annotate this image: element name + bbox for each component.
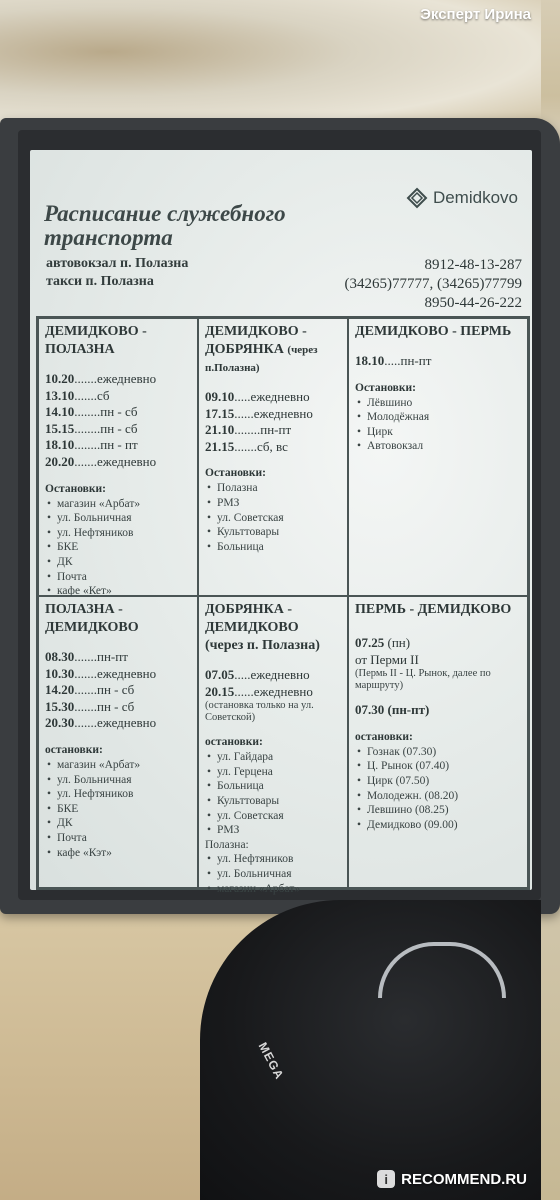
stand-logo: MEGA	[255, 1040, 287, 1082]
phone-numbers	[345, 256, 522, 313]
route-times	[355, 635, 521, 668]
stops-label: остановки:	[205, 736, 263, 749]
stop-item: • ДК	[45, 555, 191, 570]
stop-item: • магазин «Арбат»	[45, 758, 191, 773]
days: пн-пт	[260, 422, 292, 438]
leader-dots: .......	[74, 649, 97, 664]
days: пн - сб	[100, 420, 138, 436]
stops-list	[45, 758, 191, 860]
time-row	[205, 422, 341, 439]
stop-item: • Демидково (09.00)	[355, 818, 521, 833]
departure-time: 14.20	[45, 682, 75, 698]
route-title-note: (через п.Полазна)	[205, 344, 318, 374]
departure-point: от Перми II	[355, 651, 419, 667]
stop-item: • ул. Нефтяников	[205, 852, 341, 867]
stop-item: • Молодёжная	[355, 410, 521, 425]
days: (пн)	[387, 635, 411, 650]
days: сб	[97, 387, 110, 403]
days: ежедневно	[253, 405, 313, 421]
time-row	[205, 439, 341, 456]
departure-time: 15.15	[45, 420, 75, 436]
route-title: ПОЛАЗНА - ДЕМИДКОВО	[45, 602, 139, 635]
stop-item: • магазин «Арбат»	[45, 497, 191, 512]
route-cell	[348, 318, 528, 596]
route-times	[205, 667, 341, 700]
stop-item: • Культтовары	[205, 794, 341, 809]
leader-dots: .......	[74, 665, 97, 681]
stops-list	[355, 396, 521, 454]
time-row	[205, 406, 341, 423]
subtitle-taxi: такси п. Полазна	[46, 274, 154, 289]
departure-time: 15.30	[45, 698, 75, 714]
route-title	[205, 601, 341, 655]
days: ежедневно	[250, 667, 310, 682]
departure-time: 13.10	[45, 387, 75, 403]
stop-item: • Левшино (08.25)	[355, 803, 521, 818]
days: ежедневно	[97, 715, 157, 731]
days: пн-пт	[400, 353, 432, 368]
stop-item: • РМЗ	[205, 496, 341, 511]
departure-time: 09.10	[205, 389, 235, 404]
stop-item: • кафе «Кэт»	[45, 846, 191, 861]
departure-time: 07.25	[355, 635, 385, 650]
sheet-title: Расписание служебного транспорта	[44, 201, 286, 250]
leader-dots: ......	[234, 405, 254, 421]
stop-item: • ул. Герцена	[205, 765, 341, 780]
time-row	[45, 437, 191, 454]
leader-dots: .....	[234, 667, 251, 682]
days: ежедневно	[97, 371, 157, 386]
route-title-text: ДОБРЯНКА - ДЕМИДКОВО	[205, 602, 299, 635]
leader-dots: .......	[74, 682, 97, 698]
route-times	[45, 649, 191, 732]
departure-time: 07.05	[205, 667, 235, 682]
departure-time: 10.20	[45, 371, 75, 386]
stop-item: • Почта	[45, 570, 191, 585]
time-row	[205, 389, 341, 406]
stop-item: • Цирк (07.50)	[355, 774, 521, 789]
leader-dots: ........	[74, 437, 101, 453]
stop-item: • ул. Гайдара	[205, 750, 341, 765]
time-row	[205, 667, 341, 684]
stops-label: Остановки:	[45, 482, 106, 495]
stop-item: • Ц. Рынок (07.40)	[355, 759, 521, 774]
time-row	[205, 684, 341, 701]
stop-item: • Больница	[205, 779, 341, 794]
stop-item: • Молодежн. (08.20)	[355, 789, 521, 804]
days: пн - сб	[100, 404, 138, 420]
second-departure: 07.30 (пн-пт)	[355, 702, 430, 718]
site-watermark	[377, 1170, 527, 1188]
stop-item: • ул. Нефтяников	[45, 526, 191, 541]
route-title-note: (через п. Полазна)	[205, 638, 320, 653]
days: пн - сб	[97, 682, 135, 698]
days: сб, вс	[257, 438, 288, 454]
route-note: (остановка только на ул. Советской)	[205, 700, 314, 724]
stops-list	[205, 750, 341, 896]
days: пн - сб	[97, 698, 135, 714]
stops-label: Остановки:	[205, 467, 266, 480]
departure-time: 18.10	[45, 437, 75, 453]
stop-item: • ул. Больничная	[45, 773, 191, 788]
menu-holder-stand	[200, 900, 541, 1200]
route-cell	[198, 318, 348, 596]
stop-item: • Больница	[205, 540, 341, 555]
stop-item: • Гознак (07.30)	[355, 745, 521, 760]
stop-item: • Почта	[45, 831, 191, 846]
time-row	[45, 699, 191, 716]
leader-dots: ........	[74, 420, 101, 436]
schedule-grid	[36, 316, 530, 895]
leader-dots: .....	[384, 353, 401, 368]
departure-time: 14.10	[45, 404, 75, 420]
stops-subgroup-label: Полазна:	[205, 838, 249, 851]
route-note: (Пермь II - Ц. Рынок, далее по маршруту)	[355, 668, 491, 692]
departure-time: 20.20	[45, 453, 75, 469]
leader-dots: ........	[234, 422, 261, 438]
days: ежедневно	[250, 389, 310, 404]
phone-line: (34265)77777, (34265)77799	[344, 276, 522, 292]
stop-item: • Автовокзал	[355, 439, 521, 454]
stop-item: • кафе «Кет»	[45, 584, 191, 599]
days: пн - пт	[100, 437, 138, 453]
time-row	[45, 371, 191, 388]
leader-dots: ........	[74, 404, 101, 420]
leader-dots: .......	[74, 387, 97, 403]
site-name: RECOMMEND.RU	[401, 1170, 527, 1188]
stop-item: • ул. Больничная	[45, 511, 191, 526]
stop-item: • Полазна	[205, 481, 341, 496]
route-times	[205, 389, 341, 455]
time-row	[45, 682, 191, 699]
departure-time: 08.30	[45, 649, 75, 664]
stop-item: • ул. Советская	[205, 809, 341, 824]
route-title: ДЕМИДКОВО - ПЕРМЬ	[355, 324, 512, 339]
stops-label: остановки:	[45, 743, 103, 756]
stop-item: • РМЗ	[205, 823, 341, 838]
days: ежедневно	[97, 453, 157, 469]
stop-item: • магазин «Арбат»	[205, 882, 341, 897]
leader-dots: .....	[234, 389, 251, 404]
brand-name: Demidkovo	[432, 188, 518, 207]
time-row	[355, 353, 521, 370]
route-cell	[38, 318, 198, 596]
stops-label: Остановки:	[355, 381, 416, 394]
days: ежедневно	[97, 665, 157, 681]
stop-item: • ул. Больничная	[205, 867, 341, 882]
departure-time: 21.10	[205, 422, 235, 438]
brand-mark-icon	[407, 188, 427, 208]
brand-logo	[407, 188, 518, 208]
leader-dots: .......	[74, 715, 97, 731]
departure-time: 18.10	[355, 353, 385, 368]
route-cell	[348, 596, 528, 888]
leader-dots: .......	[74, 698, 97, 714]
route-title-text: ДЕМИДКОВО - ДОБРЯНКА	[205, 324, 307, 357]
route-times	[355, 353, 521, 370]
departure-time: 20.15	[205, 683, 235, 699]
stops-list	[355, 745, 521, 833]
route-cell	[198, 596, 348, 895]
stop-item: • БКЕ	[45, 802, 191, 817]
stops-list	[205, 481, 341, 554]
departure-time: 10.30	[45, 665, 75, 681]
stop-item: • Лёвшино	[355, 396, 521, 411]
phone-line: 8912-48-13-287	[424, 257, 522, 273]
departure-time: 17.15	[205, 405, 235, 421]
time-row	[45, 388, 191, 405]
days: пн-пт	[97, 649, 128, 664]
route-times	[45, 371, 191, 471]
route-title	[205, 323, 341, 377]
stop-item: • ул. Нефтяников	[45, 787, 191, 802]
time-row	[355, 652, 521, 669]
days: ежедневно	[253, 683, 313, 699]
phone-line: 8950-44-26-222	[424, 295, 522, 311]
leader-dots: ......	[234, 683, 254, 699]
time-row	[355, 635, 521, 652]
route-title: ДЕМИДКОВО - ПОЛАЗНА	[45, 324, 147, 357]
time-row	[45, 649, 191, 666]
leader-dots: .......	[74, 453, 97, 469]
time-row	[45, 666, 191, 683]
time-row	[45, 454, 191, 471]
leader-dots: .......	[74, 371, 97, 386]
route-cell	[38, 596, 198, 888]
stops-label: остановки:	[355, 730, 413, 743]
stop-item: • Цирк	[355, 425, 521, 440]
stop-item: • ул. Советская	[205, 511, 341, 526]
stop-item: • Культтовары	[205, 525, 341, 540]
time-row	[45, 421, 191, 438]
stop-item: • ДК	[45, 816, 191, 831]
departure-time: 21.15	[205, 438, 235, 454]
subtitle-bus-station: автовокзал п. Полазна	[46, 256, 189, 271]
time-row	[45, 715, 191, 732]
stops-list	[45, 497, 191, 599]
schedule-sheet	[30, 150, 532, 895]
time-row	[45, 404, 191, 421]
author-watermark: Эксперт Ирина	[420, 6, 531, 23]
leader-dots: .......	[234, 438, 257, 454]
stop-item: • БКЕ	[45, 540, 191, 555]
site-logo-icon: i	[377, 1170, 395, 1188]
departure-time: 20.30	[45, 715, 75, 731]
route-title: ПЕРМЬ - ДЕМИДКОВО	[355, 602, 512, 617]
